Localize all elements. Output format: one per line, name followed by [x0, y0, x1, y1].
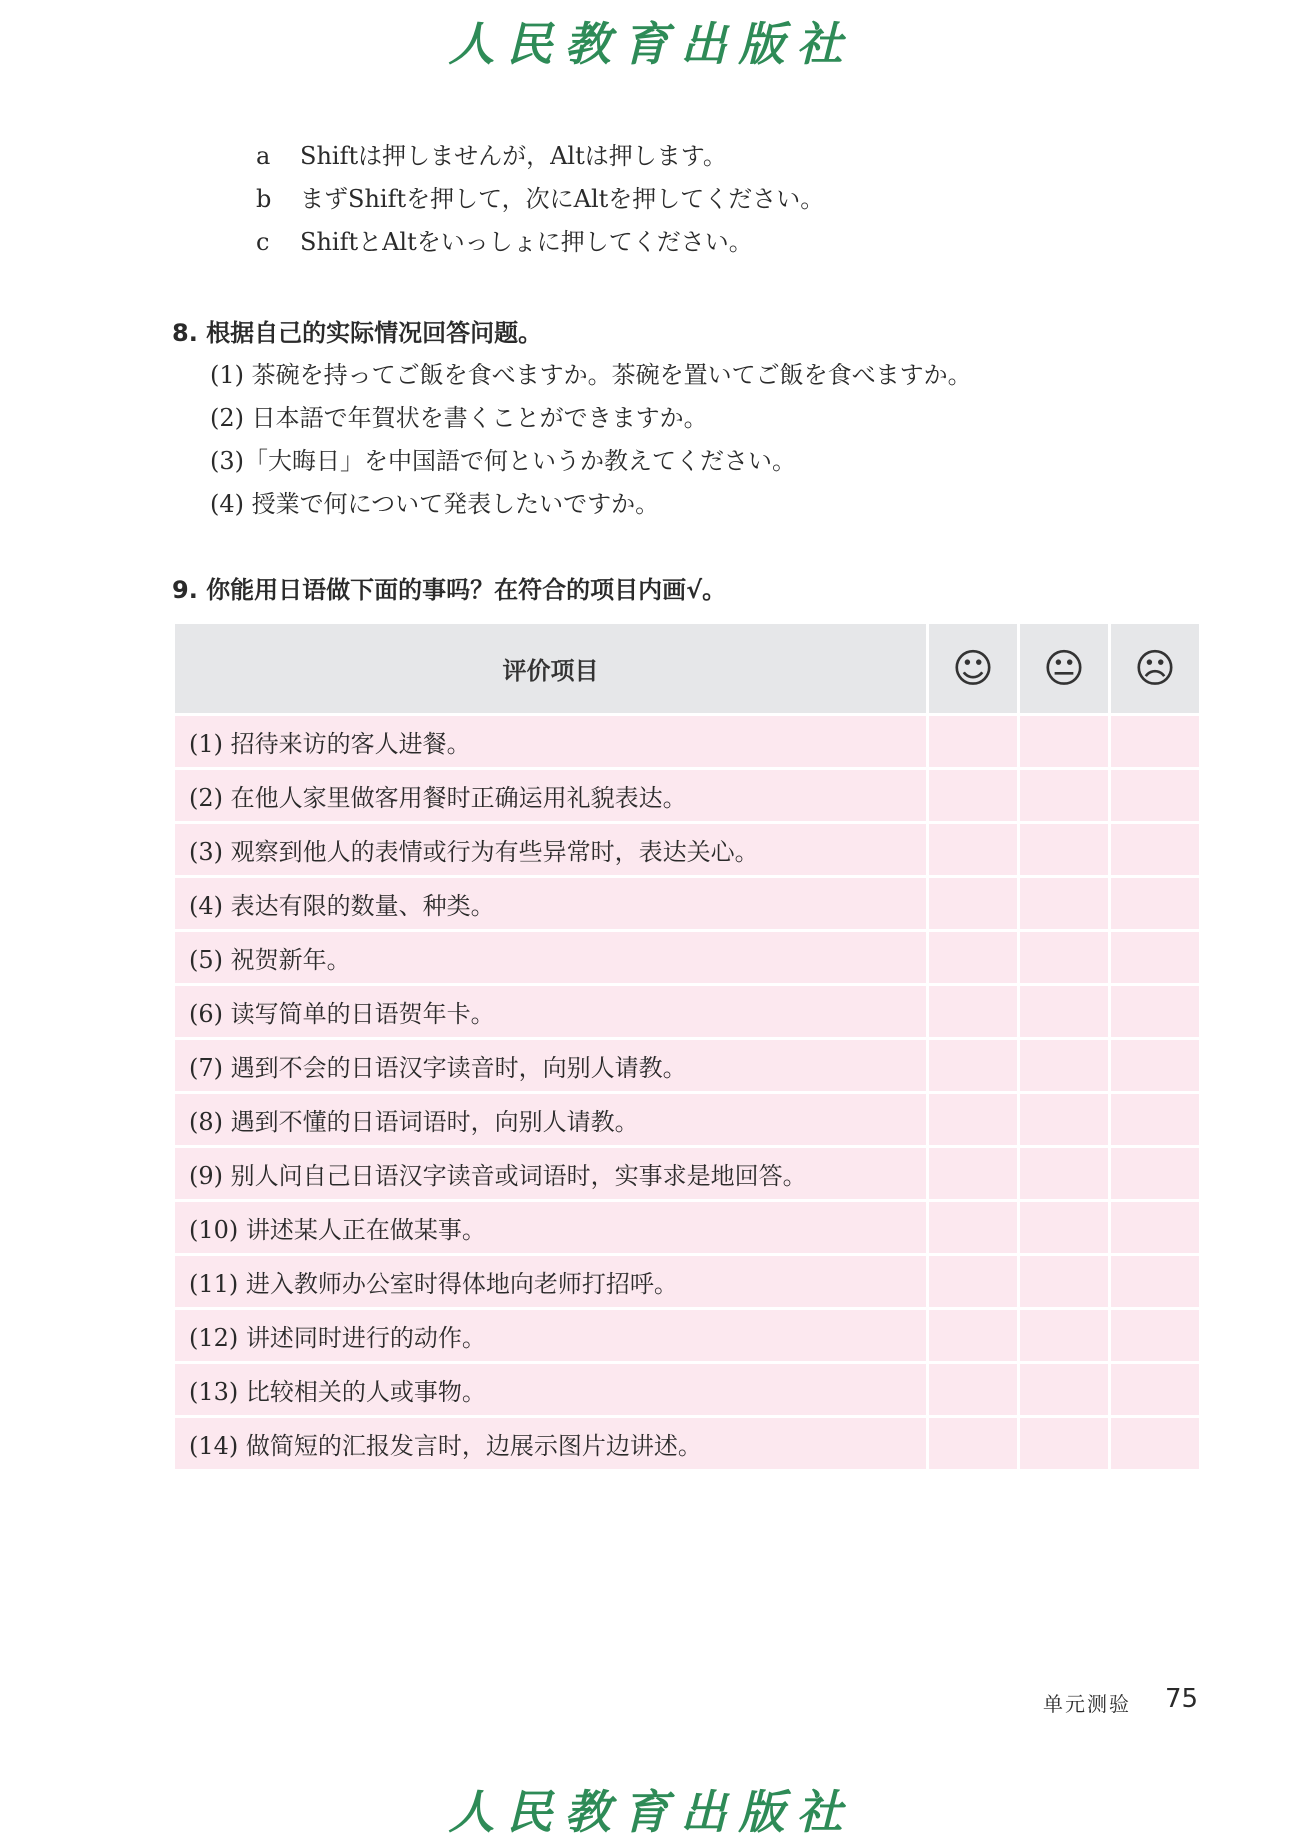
- neutral-face-icon: 😐: [1020, 624, 1108, 713]
- evaluation-item: (6) 读写简单的日语贺年卡。: [175, 986, 926, 1037]
- page-number: 75: [1165, 1684, 1199, 1714]
- evaluation-item: (13) 比较相关的人或事物。: [175, 1364, 926, 1415]
- check-cell-smile[interactable]: [929, 932, 1017, 983]
- check-cell-sad[interactable]: [1111, 1094, 1199, 1145]
- check-cell-neutral[interactable]: [1020, 932, 1108, 983]
- question-8-item: (2) 日本語で年賀状を書くことができますか。: [210, 404, 708, 432]
- check-cell-neutral[interactable]: [1020, 1202, 1108, 1253]
- check-cell-neutral[interactable]: [1020, 1040, 1108, 1091]
- check-cell-sad[interactable]: [1111, 1202, 1199, 1253]
- check-cell-smile[interactable]: [929, 1148, 1017, 1199]
- check-cell-sad[interactable]: [1111, 824, 1199, 875]
- table-row: [175, 1040, 1199, 1091]
- evaluation-item: (5) 祝贺新年。: [175, 932, 926, 983]
- check-cell-smile[interactable]: [929, 986, 1017, 1037]
- check-cell-sad[interactable]: [1111, 1148, 1199, 1199]
- check-cell-smile[interactable]: [929, 1418, 1017, 1469]
- table-header-row: [175, 624, 1199, 713]
- evaluation-item: (4) 表达有限的数量、种类。: [175, 878, 926, 929]
- option-a: [256, 141, 727, 171]
- check-cell-neutral[interactable]: [1020, 824, 1108, 875]
- evaluation-item: (3) 观察到他人的表情或行为有些异常时，表达关心。: [175, 824, 926, 875]
- smile-face-icon: ☺: [929, 624, 1017, 713]
- check-cell-neutral[interactable]: [1020, 1364, 1108, 1415]
- check-cell-neutral[interactable]: [1020, 1094, 1108, 1145]
- question-8-item: (3)「大晦日」を中国語で何というか教えてください。: [210, 447, 796, 475]
- table-row: [175, 1310, 1199, 1361]
- check-cell-sad[interactable]: [1111, 1040, 1199, 1091]
- footer-section-label: 单元测验: [1043, 1692, 1131, 1716]
- check-cell-smile[interactable]: [929, 1202, 1017, 1253]
- check-cell-sad[interactable]: [1111, 1310, 1199, 1361]
- check-cell-smile[interactable]: [929, 770, 1017, 821]
- check-cell-neutral[interactable]: [1020, 1310, 1108, 1361]
- option-b: [256, 184, 824, 214]
- check-cell-neutral[interactable]: [1020, 1148, 1108, 1199]
- check-cell-neutral[interactable]: [1020, 986, 1108, 1037]
- table-row: [175, 1202, 1199, 1253]
- table-row: [175, 716, 1199, 767]
- question-9-title: 9. 你能用日语做下面的事吗？在符合的项目内画√。: [172, 576, 727, 604]
- question-8-item: (4) 授業で何について発表したいですか。: [210, 490, 660, 518]
- self-evaluation-table: [172, 621, 1202, 1472]
- evaluation-item: (7) 遇到不会的日语汉字读音时，向别人请教。: [175, 1040, 926, 1091]
- evaluation-item: (8) 遇到不懂的日语词语时，向别人请教。: [175, 1094, 926, 1145]
- check-cell-smile[interactable]: [929, 716, 1017, 767]
- option-letter: c: [256, 228, 270, 256]
- check-cell-smile[interactable]: [929, 1256, 1017, 1307]
- evaluation-item: (14) 做简短的汇报发言时，边展示图片边讲述。: [175, 1418, 926, 1469]
- publisher-logo-bottom: 人民教育出版社: [448, 1785, 855, 1839]
- table-row: [175, 878, 1199, 929]
- check-cell-smile[interactable]: [929, 1310, 1017, 1361]
- check-cell-smile[interactable]: [929, 1094, 1017, 1145]
- check-cell-sad[interactable]: [1111, 932, 1199, 983]
- check-cell-sad[interactable]: [1111, 716, 1199, 767]
- table-row: [175, 1148, 1199, 1199]
- table-row: [175, 1094, 1199, 1145]
- check-cell-neutral[interactable]: [1020, 878, 1108, 929]
- table-row: [175, 770, 1199, 821]
- sad-face-icon: ☹: [1111, 624, 1199, 713]
- evaluation-item: (10) 讲述某人正在做某事。: [175, 1202, 926, 1253]
- evaluation-item: (2) 在他人家里做客用餐时正确运用礼貌表达。: [175, 770, 926, 821]
- table-row: [175, 1256, 1199, 1307]
- evaluation-item-header: 评价项目: [175, 624, 926, 713]
- check-cell-neutral[interactable]: [1020, 1256, 1108, 1307]
- question-8-item: (1) 茶碗を持ってご飯を食べますか。茶碗を置いてご飯を食べますか。: [210, 361, 972, 389]
- check-cell-sad[interactable]: [1111, 1256, 1199, 1307]
- table-row: [175, 824, 1199, 875]
- check-cell-neutral[interactable]: [1020, 770, 1108, 821]
- check-cell-neutral[interactable]: [1020, 1418, 1108, 1469]
- check-cell-sad[interactable]: [1111, 1364, 1199, 1415]
- check-cell-smile[interactable]: [929, 1040, 1017, 1091]
- question-8-title: 8. 根据自己的实际情况回答问题。: [172, 319, 543, 347]
- option-c: [256, 227, 753, 257]
- evaluation-item: (12) 讲述同时进行的动作。: [175, 1310, 926, 1361]
- publisher-logo-top: 人民教育出版社: [448, 17, 855, 71]
- check-cell-neutral[interactable]: [1020, 716, 1108, 767]
- table-row: [175, 932, 1199, 983]
- table-row: [175, 1364, 1199, 1415]
- evaluation-item: (1) 招待来访的客人进餐。: [175, 716, 926, 767]
- evaluation-item: (9) 别人问自己日语汉字读音或词语时，实事求是地回答。: [175, 1148, 926, 1199]
- check-cell-sad[interactable]: [1111, 986, 1199, 1037]
- evaluation-item: (11) 进入教师办公室时得体地向老师打招呼。: [175, 1256, 926, 1307]
- option-text: ShiftとAltをいっしょに押してください。: [300, 228, 753, 256]
- check-cell-smile[interactable]: [929, 1364, 1017, 1415]
- check-cell-sad[interactable]: [1111, 878, 1199, 929]
- option-text: まずShiftを押して，次にAltを押してください。: [300, 185, 825, 213]
- check-cell-smile[interactable]: [929, 824, 1017, 875]
- table-row: [175, 1418, 1199, 1469]
- option-letter: a: [256, 142, 271, 170]
- option-letter: b: [256, 185, 272, 213]
- check-cell-sad[interactable]: [1111, 1418, 1199, 1469]
- check-cell-sad[interactable]: [1111, 770, 1199, 821]
- check-cell-smile[interactable]: [929, 878, 1017, 929]
- option-text: Shiftは押しませんが，Altは押します。: [300, 142, 727, 170]
- table-row: [175, 986, 1199, 1037]
